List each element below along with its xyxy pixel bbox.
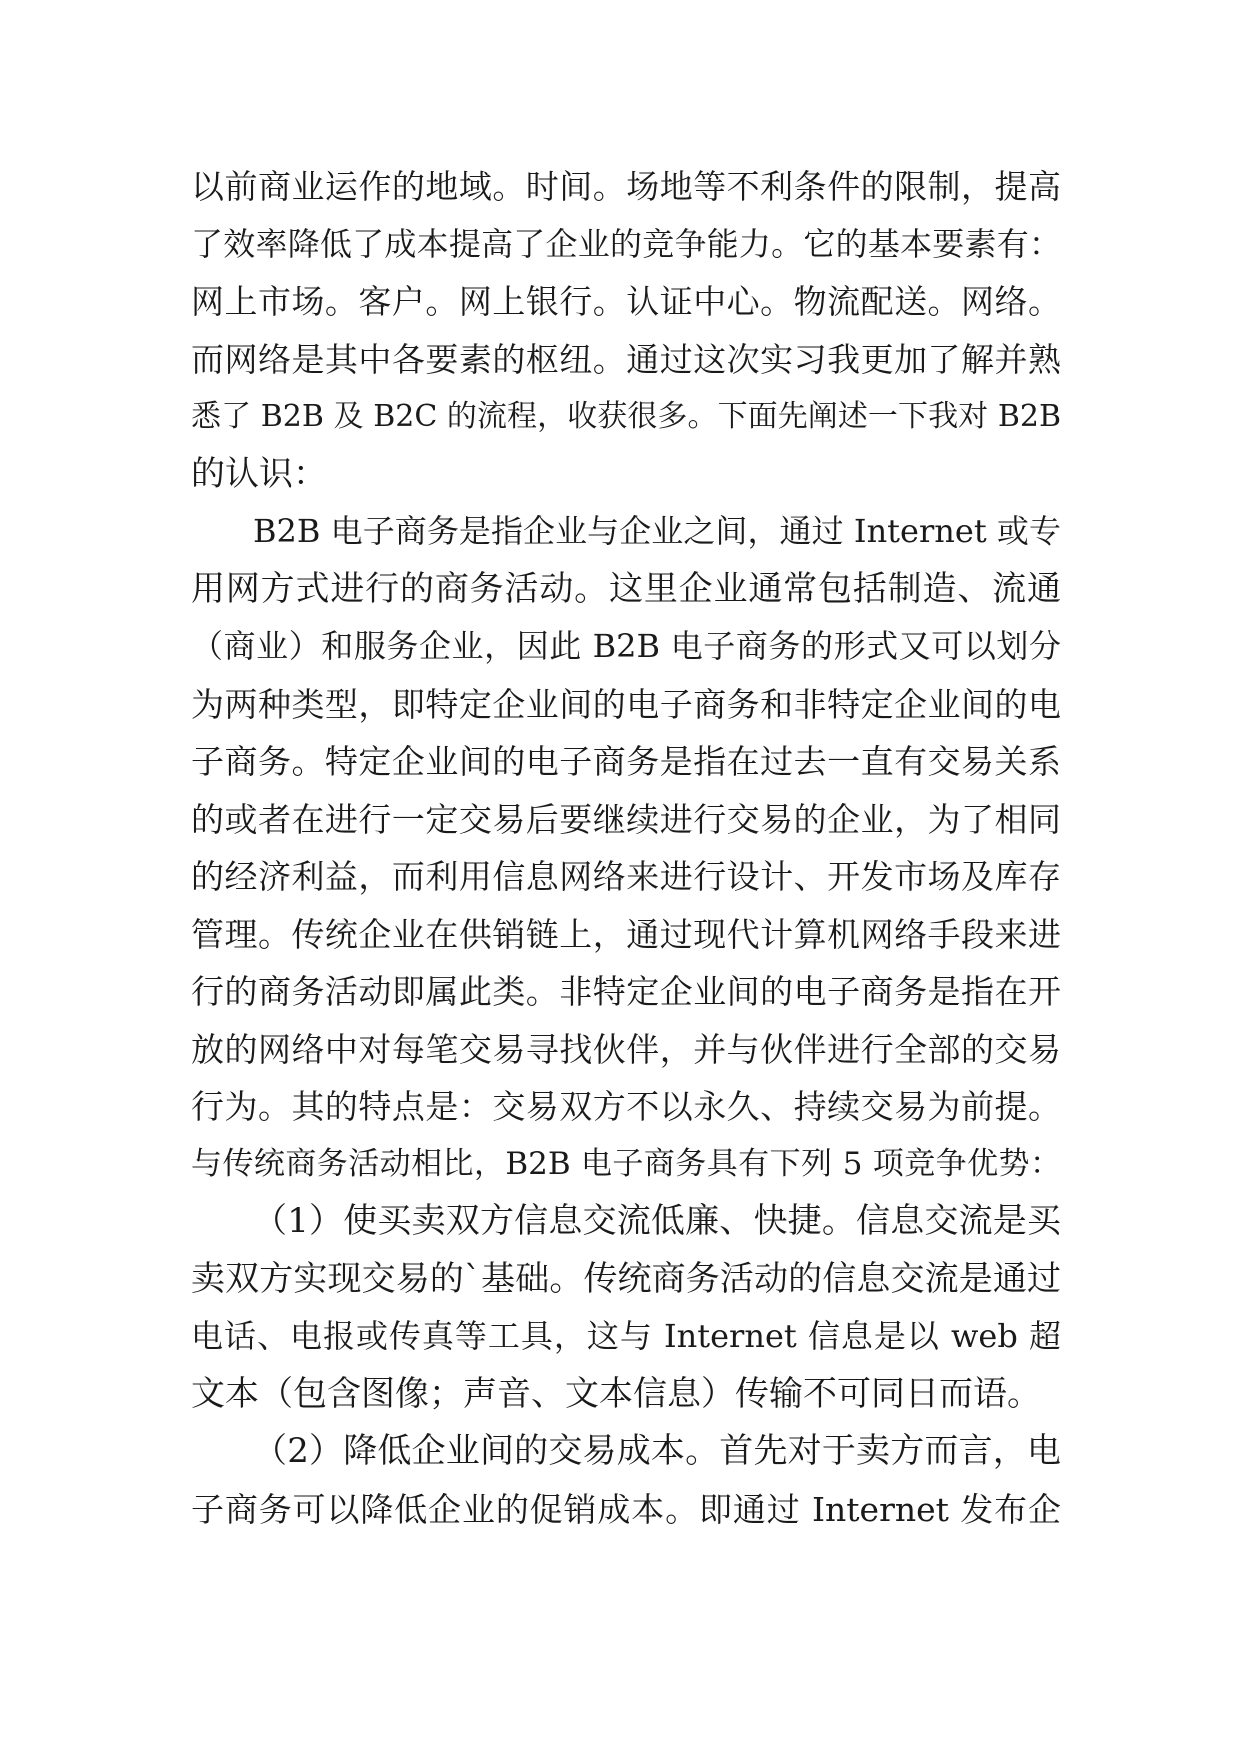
paragraph-start-line: （2）降低企业间的交易成本。首先对于卖方而言，电 <box>253 1431 1061 1471</box>
text-line: 放的网络中对每笔交易寻找伙伴，并与伙伴进行全部的交易 <box>191 1029 1061 1069</box>
paragraph-start-line: B2B 电子商务是指企业与企业之间，通过 Internet 或专 <box>253 512 1061 550</box>
text-line: 而网络是其中各要素的枢纽。通过这次实习我更加了解并熟 <box>191 339 1061 379</box>
text-line: （商业）和服务企业，因此 B2B 电子商务的形式又可以划分 <box>191 627 1061 665</box>
text-line: 行为。其的特点是：交易双方不以永久、持续交易为前提。 <box>191 1087 1061 1126</box>
text-line: 用网方式进行的商务活动。这里企业通常包括制造、流通 <box>191 568 1061 609</box>
text-line: 的或者在进行一定交易后要继续进行交易的企业，为了相同 <box>191 799 1061 839</box>
text-line: 子商务。特定企业间的电子商务是指在过去一直有交易关系 <box>191 742 1061 781</box>
text-line: 电话、电报或传真等工具，这与 Internet 信息是以 web 超 <box>191 1317 1061 1355</box>
text-line: 卖双方实现交易的`基础。传统商务活动的信息交流是通过 <box>191 1258 1061 1299</box>
text-line: 为两种类型，即特定企业间的电子商务和非特定企业间的电 <box>191 684 1061 724</box>
text-line: 了效率降低了成本提高了企业的竞争能力。它的基本要素有： <box>191 224 1061 263</box>
paragraph-start-line: （1）使买卖双方信息交流低廉、快捷。信息交流是买 <box>253 1201 1061 1241</box>
text-line: 管理。传统企业在供销链上，通过现代计算机网络手段来进 <box>191 914 1061 954</box>
text-line: 行的商务活动即属此类。非特定企业间的电子商务是指在开 <box>191 972 1061 1011</box>
text-line: 的认识： <box>191 453 327 494</box>
body-text <box>191 158 1061 1538</box>
text-line: 文本（包含图像；声音、文本信息）传输不可同日而语。 <box>191 1373 1041 1414</box>
text-line: 的经济利益，而利用信息网络来进行设计、开发市场及库存 <box>191 857 1061 896</box>
text-line: 与传统商务活动相比，B2B 电子商务具有下列 5 项竞争优势： <box>191 1145 1061 1182</box>
text-line: 悉了 B2B 及 B2C 的流程，收获很多。下面先阐述一下我对 B2B <box>191 399 1061 434</box>
text-line: 网上市场。客户。网上银行。认证中心。物流配送。网络。 <box>191 282 1061 321</box>
text-line: 子商务可以降低企业的促销成本。即通过 Internet 发布企 <box>191 1489 1061 1529</box>
text-line: 以前商业运作的地域。时间。场地等不利条件的限制，提高 <box>191 167 1061 206</box>
